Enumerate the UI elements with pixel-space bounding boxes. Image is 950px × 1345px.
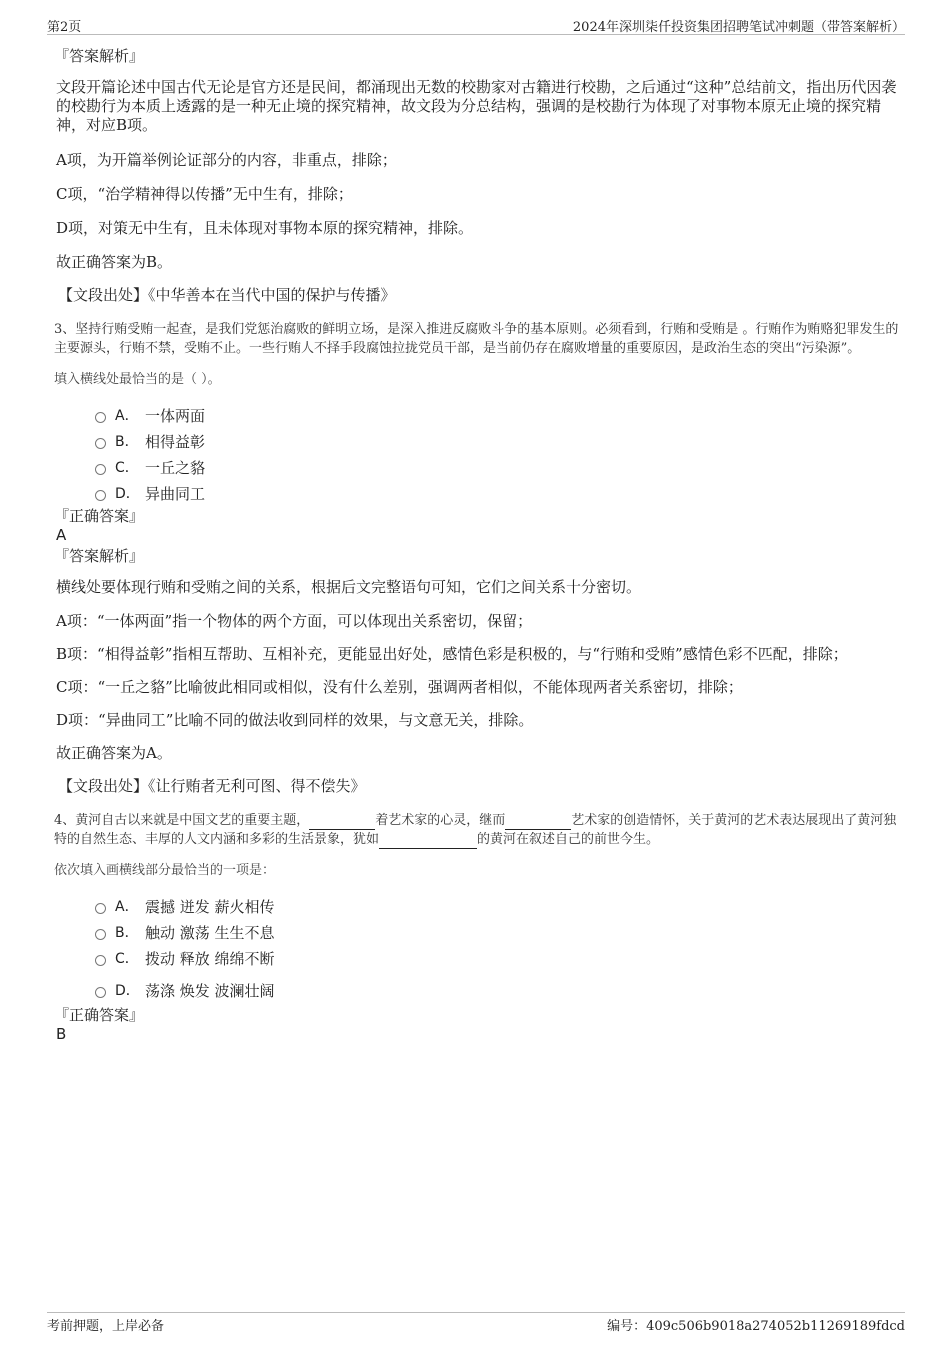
q2-item-c: C项，“治学精神得以传播”无中生有，排除； [56,185,353,203]
option-letter: C． [115,460,139,476]
q4-answer-label: 『正确答案』 [54,1006,145,1024]
q3-item-b: B项：“相得益彰”指相互帮助、互相补充，更能显出好处，感情色彩是积极的，与“行贿和受贿”感情色彩不匹配，排除； [56,645,848,663]
q3-item-c: C项：“一丘之貉”比喻彼此相同或相似，没有什么差别，强调两者相似，不能体现两者关系密切，排除； [56,678,743,696]
q4-question [54,811,900,849]
q2-conclusion: 故正确答案为B。 [56,253,173,271]
option-letter: A． [115,408,139,424]
radio-icon[interactable] [95,987,106,998]
q3-source: 【文段出处】《让行贿者无利可图、得不偿失》 [58,777,366,795]
page-content [56,46,900,1043]
q4-answer: B [56,1025,67,1043]
radio-icon[interactable] [95,438,106,449]
option-text: 一体两面 [145,406,206,425]
option-text: 拨动 释放 绵绵不断 [145,949,275,968]
option-letter: B． [115,434,139,450]
q2-source: 【文段出处】《中华善本在当代中国的保护与传播》 [58,286,396,304]
q3-answer: A [56,526,67,544]
q4-option-c[interactable] [95,945,900,971]
q4-options [95,893,900,1003]
option-text: 一丘之貉 [145,458,206,477]
q4-option-d[interactable] [95,977,900,1003]
option-letter: D． [115,486,140,502]
page-footer [47,1312,905,1333]
q3-prompt: 填入横线处最恰当的是（ ）。 [54,372,221,387]
q3-analysis-label: 『答案解析』 [54,547,145,565]
option-text: 相得益彰 [145,432,206,451]
q3-question: 3、坚持行贿受贿一起查，是我们党惩治腐败的鲜明立场，是深入推进反腐败斗争的基本原则。必须看到，行贿和受贿是 。行贿作为贿赂犯罪发生的主要源头，行贿不禁，受贿不止。一些行贿人不择手段腐蚀拉拢党员干部，是当前仍存在腐败增量的重要原因，是政治生态的突出“污染源”。 [54,322,899,356]
q3-analysis-text: 横线处要体现行贿和受贿之间的关系，根据后文完整语句可知，它们之间关系十分密切。 [56,578,642,596]
option-text: 震撼 迸发 薪火相传 [145,897,275,916]
option-text: 异曲同工 [145,484,206,503]
option-letter: D． [115,983,140,999]
q3-option-d[interactable] [95,480,900,506]
q2-analysis-label: 『答案解析』 [54,47,145,65]
q4-question-part1: 4、黄河自古以来就是中国文艺的重要主题， [54,813,310,828]
option-text: 荡涤 焕发 波澜壮阔 [145,981,275,1000]
option-letter: A． [115,899,139,915]
q2-item-a: A项，为开篇举例论证部分的内容，非重点，排除； [56,151,397,169]
q4-option-b[interactable] [95,919,900,945]
q3-option-c[interactable] [95,454,900,480]
q3-item-a: A项：“一体两面”指一个物体的两个方面，可以体现出关系密切，保留； [56,612,533,630]
page-number: 第2页 [47,20,82,35]
q4-blank-1 [309,815,375,830]
q4-question-part4: 的黄河在叙述自己的前世今生。 [477,832,660,847]
q4-blank-2 [505,815,571,830]
q3-conclusion: 故正确答案为A。 [56,744,172,762]
document-code: 编号：409c506b9018a274052b11269189fdcd [607,1319,905,1334]
q2-analysis-text: 文段开篇论述中国古代无论是官方还是民间，都涌现出无数的校勘家对古籍进行校勘，之后通过“这种”总结前文，指出历代因袭的校勘行为本质上透露的是一种无止境的探究精神，故文段为分总结构，强调的是校勘行为体现了对事物本原无止境的探究精神，对应B项。 [56,78,897,134]
q4-option-a[interactable] [95,893,900,919]
option-letter: C． [115,951,139,967]
option-text: 触动 激荡 生生不息 [145,923,275,942]
option-letter: B． [115,925,139,941]
document-title: 2024年深圳柒仟投资集团招聘笔试冲刺题（带答案解析） [572,20,905,35]
q4-blank-3 [379,834,477,849]
q2-item-d: D项，对策无中生有，且未体现对事物本原的探究精神，排除。 [56,219,474,237]
q4-question-part2: 着艺术家的心灵，继而 [375,813,506,828]
q3-item-d: D项：“异曲同工”比喻不同的做法收到同样的效果，与文意无关，排除。 [56,711,534,729]
radio-icon[interactable] [95,490,106,501]
radio-icon[interactable] [95,955,106,966]
radio-icon[interactable] [95,464,106,475]
radio-icon[interactable] [95,412,106,423]
footer-note: 考前押题，上岸必备 [47,1319,165,1334]
q4-prompt: 依次填入画横线部分最恰当的一项是： [54,863,276,878]
q3-options [95,402,900,506]
radio-icon[interactable] [95,903,106,914]
radio-icon[interactable] [95,929,106,940]
q4-question-part3: 艺术家的创造情怀，关于黄河的艺术表达展现出了黄河独特的自然生态、丰厚的人文内涵和多彩的生活景象，犹如 [54,813,897,847]
page-header [47,14,905,35]
q3-option-b[interactable] [95,428,900,454]
q3-option-a[interactable] [95,402,900,428]
q3-answer-label: 『正确答案』 [54,507,145,525]
